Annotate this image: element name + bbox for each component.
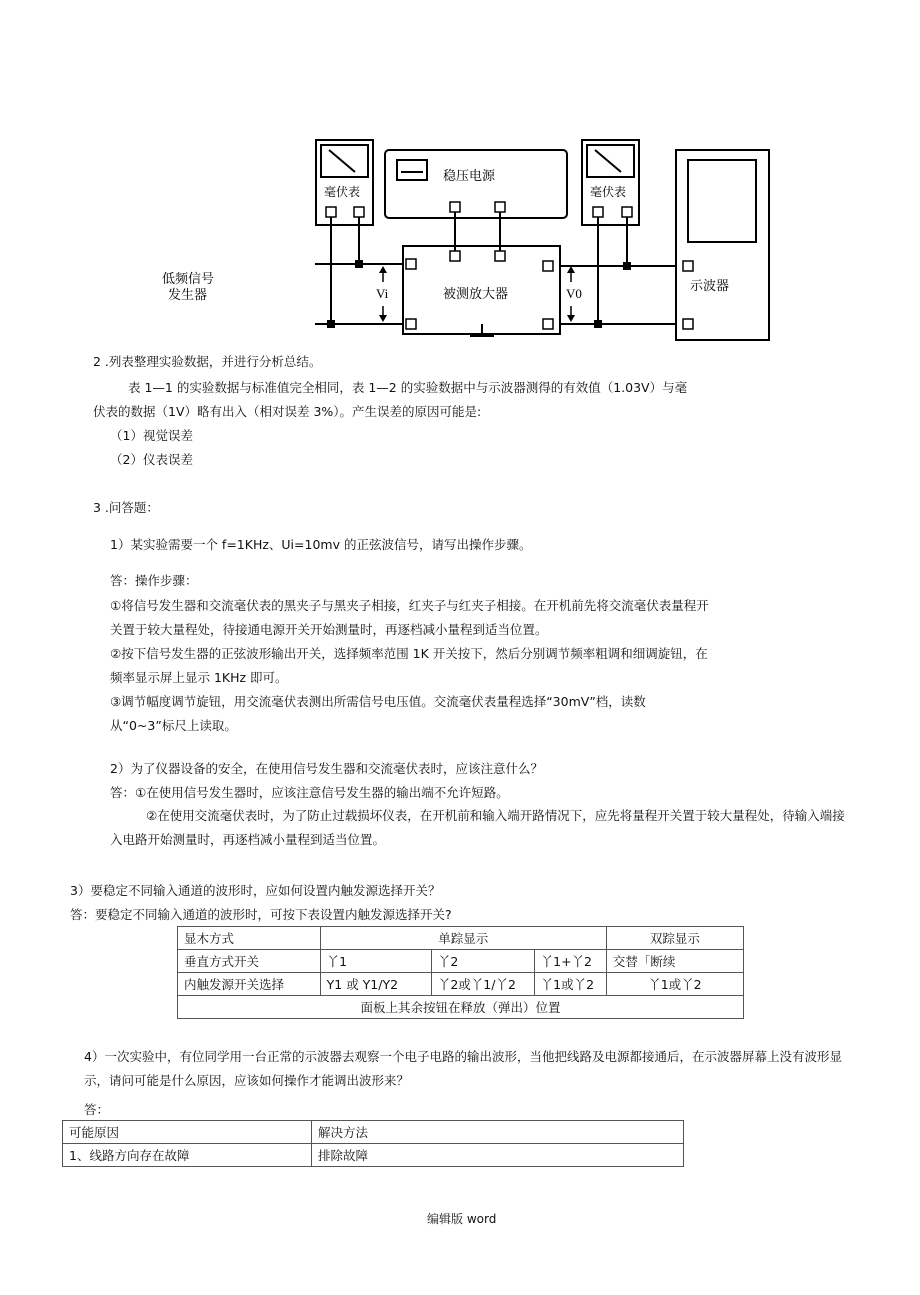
section2-para-line1: 表 1—1 的实验数据与标准值完全相同，表 1—2 的实验数据中与示波器测得的有效值（1.03V）与毫: [128, 380, 688, 395]
generator-label-2: 发生器: [168, 287, 208, 302]
table-cell: 丫2: [431, 950, 534, 973]
circuit-diagram: [0, 0, 920, 345]
answer2-line1: 答：①在使用信号发生器时，应该注意信号发生器的输出端不允许短路。: [110, 785, 509, 800]
table-cell: 内触发源开关选择: [178, 973, 321, 996]
table-row: [178, 950, 744, 973]
millivoltmeter-left-label: 毫伏表: [324, 185, 361, 199]
table-cell: 交替「断续: [606, 950, 743, 973]
answer1-intro: 答：操作步骤：: [110, 573, 198, 588]
table-cell: 丫1或丫2: [534, 973, 606, 996]
table-cell: 丫1: [320, 950, 431, 973]
table-row: [63, 1121, 684, 1144]
vo-label: V0: [566, 286, 582, 301]
page-footer: 编辑版 word: [427, 1212, 497, 1226]
table-cell: 1、线路方向存在故障: [63, 1144, 312, 1167]
answer3: 答：要稳定不同输入通道的波形时，可按下表设置内触发源选择开关?: [70, 907, 452, 922]
section2-item1: （1）视觉误差: [110, 428, 193, 443]
table-row: [63, 1144, 684, 1167]
table-row: [178, 927, 744, 950]
question2: 2）为了仪器设备的安全，在使用信号发生器和交流毫伏表时，应该注意什么？: [110, 761, 543, 776]
table-footer-cell: 面板上其余按钮在释放（弹出）位置: [178, 996, 744, 1019]
generator-label-1: 低频信号: [162, 271, 215, 286]
answer2-line2: ②在使用交流毫伏表时，为了防止过载损坏仪表，在开机前和输入端开路情况下，应先将量程开关置于较大量程处，待输入端接入电路开始测量时，再逐档减小量程到适当位置。: [110, 808, 845, 847]
answer4: 答：: [84, 1102, 110, 1117]
answer1-step1: ①将信号发生器和交流毫伏表的黑夹子与黑夹子相接，红夹子与红夹子相接。在开机前先将交流毫伏表量程开关置于较大量程处，待接通电源开关开始测量时，再逐档减小量程到适当位置。: [110, 598, 709, 637]
answer1-step2: ②按下信号发生器的正弦波形输出开关，选择频率范围 1K 开关按下，然后分别调节频率粗调和细调旋钮，在频率显示屏上显示 1KHz 即可。: [110, 646, 708, 685]
table-cell: 丫2或丫1/丫2: [431, 973, 534, 996]
table-cell: 解决方法: [312, 1121, 684, 1144]
vi-label: Vi: [376, 286, 389, 301]
table-cell: 可能原因: [63, 1121, 312, 1144]
section2-item2: （2）仪表误差: [110, 452, 193, 467]
table-cell: 垂直方式开关: [178, 950, 321, 973]
section2-heading: 2 .列表整理实验数据，并进行分析总结。: [93, 354, 322, 369]
question3: 3）要稳定不同输入通道的波形时，应如何设置内触发源选择开关？: [70, 883, 441, 898]
question4: 4）一次实验中，有位同学用一台正常的示波器去观察一个电子电路的输出波形，当他把线路及电源都接通后，在示波器屏幕上没有波形显示，请问可能是什么原因，应该如何操作才能调出波形来？: [84, 1049, 842, 1088]
table-cell: 丫1+丫2: [534, 950, 606, 973]
section3-heading: 3 .问答题：: [93, 500, 159, 515]
table-row: [178, 973, 744, 996]
table-cell: 排除故障: [312, 1144, 684, 1167]
answer1-step3: ③调节幅度调节旋钮，用交流毫伏表测出所需信号电压值。交流毫伏表量程选择“30mV”档，读数从“0~3”标尺上读取。: [110, 694, 646, 733]
section2-para-line2: 伏表的数据（1V）略有出入（相对误差 3%）。产生误差的原因可能是:: [93, 404, 482, 419]
table-cell: 丫1或丫2: [606, 973, 743, 996]
oscilloscope-label: 示波器: [690, 278, 730, 293]
table-cell: Y1 或 Y1/Y2: [320, 973, 431, 996]
table-row: [178, 996, 744, 1019]
table-cell: 双踪显示: [606, 927, 743, 950]
amplifier-label: 被测放大器: [443, 286, 509, 301]
millivoltmeter-right-label: 毫伏表: [590, 185, 627, 199]
trigger-source-table: [177, 926, 744, 1019]
question1: 1）某实验需要一个 f=1KHz、Ui=10mv 的正弦波信号，请写出操作步骤。: [110, 537, 532, 552]
table-cell: 单踪显示: [320, 927, 606, 950]
troubleshoot-table: [62, 1120, 684, 1167]
power-supply-label: 稳压电源: [443, 168, 496, 183]
table-cell: 显木方式: [178, 927, 321, 950]
